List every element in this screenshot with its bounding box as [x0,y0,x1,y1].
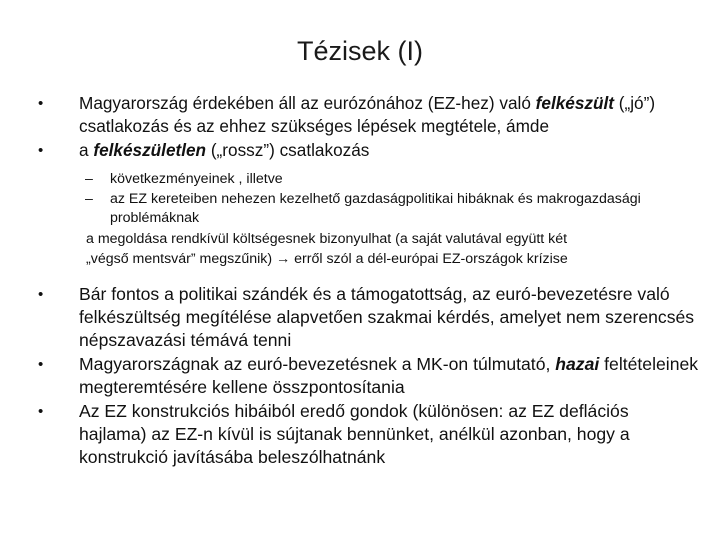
slide-content [0,92,720,470]
bullet-marker: • [38,285,44,303]
bullet-5-text: Az EZ konstrukciós hibáiból eredő gondok (különösen: az EZ deflációs hajlama) az EZ-n kívül is sújtanak bennünket, anélkül azonban, hogy a konstrukció javításába beleszólhatnánk [79,400,630,467]
bullet-5 [0,400,720,469]
sub-bullet-2-text: az EZ kereteiben nehezen kezelhető gazdaságpolitikai hibáknak és makrogazdasági problémáknak [110,190,641,226]
arrow-icon: → [276,250,291,267]
bullet-marker: • [38,95,44,112]
continuation-line-2-post: erről szól a dél-európai EZ-országok krízise [290,250,568,267]
bullet-2-text-pre: a [79,140,94,160]
continuation-line-2-pre: „végső mentsvár” megszűnik) [86,250,277,267]
bullet-2-emphasis: felkészületlen [93,140,207,160]
continuation-line-1: a megoldása rendkívül költségesnek bizonyulhat (a saját valutával együtt két [86,230,568,247]
bullet-3 [0,283,720,352]
continuation-paragraph [0,229,720,269]
sub-bullet-1-text: következményeinek , illetve [110,171,283,187]
sub-bullet-2 [0,190,720,229]
bullet-marker: • [38,355,44,373]
bullet-1-text-pre: Magyarország érdekében áll az eurózónához (EZ-hez) való [79,93,536,113]
bullet-1-text-post: („jó”) csatlakozás és az ehhez szükséges lépések megtétele, ámde [79,93,656,136]
bullet-marker: • [38,402,44,420]
bullet-2 [0,139,720,162]
dash-marker: – [85,171,93,187]
bullet-2-text-post: („rossz”) csatlakozás [206,140,370,160]
bullet-1-emphasis: felkészült [535,93,614,113]
bullet-4 [0,353,720,399]
bullet-4-text-pre: Magyarországnak az euró-bevezetésnek a MK-on túlmutató, [79,353,556,374]
sub-bullet-1 [0,170,720,190]
slide-title: Tézisek (I) [296,36,423,66]
dash-marker: – [85,190,93,207]
bullet-4-text-post: feltételeinek megteremtésére kellene összpontosítania [79,353,699,397]
bullet-3-text: Bár fontos a politikai szándék és a támogatottság, az euró-bevezetésre való felkészültség megítélése alapvetően szakmai kérdés, amelyet nem szerencsés népszavazási témává tenni [79,283,695,350]
bullet-marker: • [38,142,44,159]
bullet-4-emphasis: hazai [555,353,600,374]
bullet-1 [0,92,720,138]
continuation-line-2 [86,249,700,269]
